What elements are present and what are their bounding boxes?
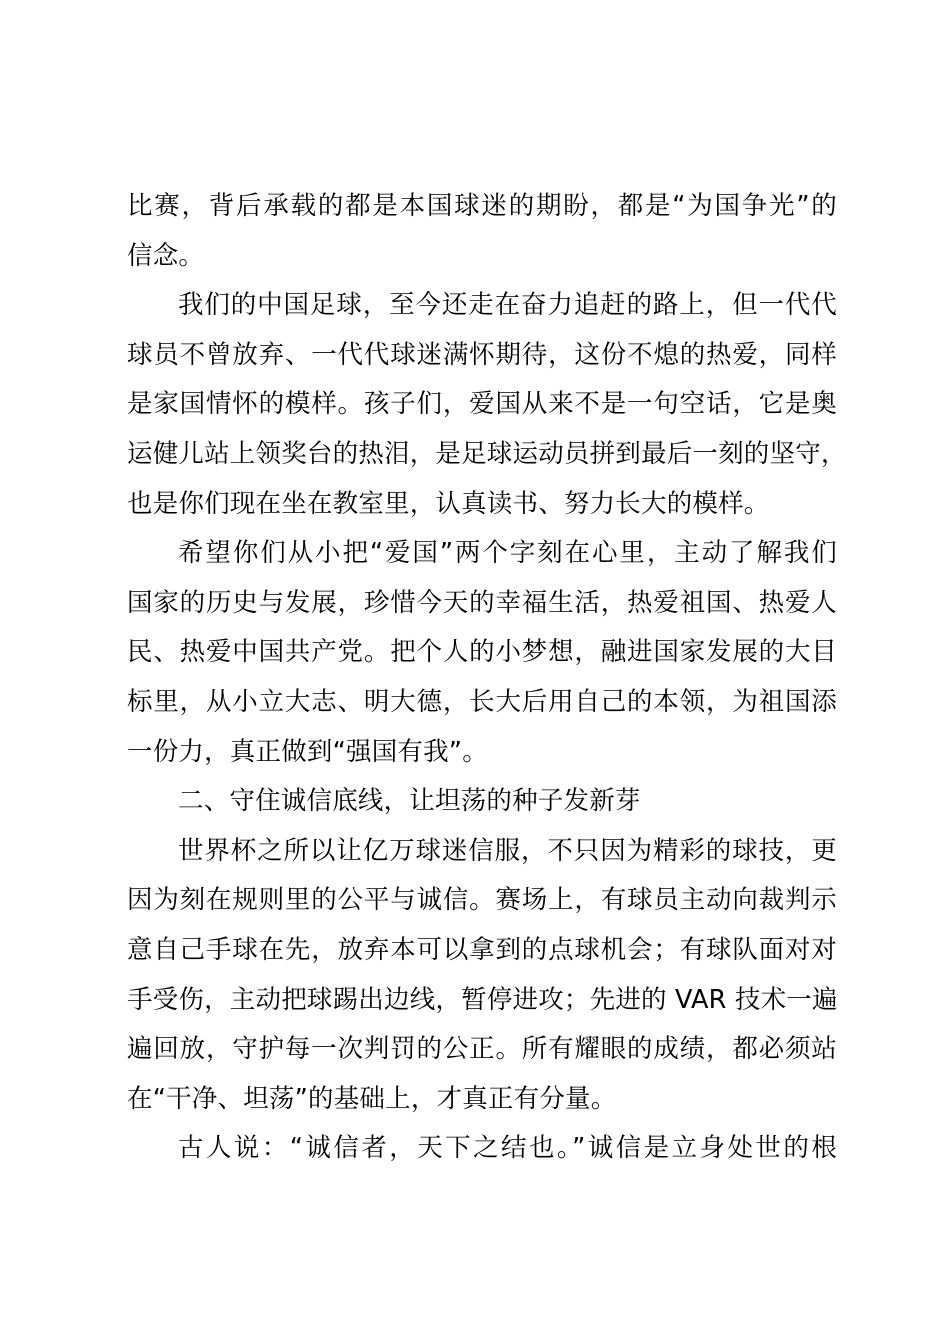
text-line: 民、热爱中国共产党。把个人的小梦想，融进国家发展的大目 — [127, 637, 837, 668]
text-line: 手受伤，主动把球踢出边线，暂停进攻；先进的 VAR 技术一遍 — [127, 984, 838, 1015]
paragraph-start-line: 我们的中国足球，至今还走在奋力追赶的路上，但一代代 — [178, 290, 837, 321]
text-line: 因为刻在规则里的公平与诚信。赛场上，有球员主动向裁判示 — [127, 885, 837, 916]
document-body — [127, 182, 847, 1174]
text-line: 信念。 — [127, 240, 205, 271]
text-line: 标里，从小立大志、明大德，长大后用自己的本领，为祖国添 — [127, 686, 837, 717]
section-heading: 二、守住诚信底线，让坦荡的种子发新芽 — [178, 786, 641, 817]
text-line: 比赛，背后承载的都是本国球迷的期盼，都是“为国争光”的 — [127, 191, 837, 221]
text-line: 在“干净、坦荡”的基础上，才真正有分量。 — [127, 1083, 617, 1114]
paragraph-start-line: 古人说：“诚信者，天下之结也。”诚信是立身处世的根 — [178, 1133, 837, 1164]
text-line: 也是你们现在坐在教室里，认真读书、努力长大的模样。 — [127, 488, 770, 519]
paragraph-start-line: 世界杯之所以让亿万球迷信服，不只因为精彩的球技，更 — [178, 835, 837, 866]
paragraph-start-line: 希望你们从小把“爱国”两个字刻在心里，主动了解我们 — [178, 538, 837, 569]
text-line: 球员不曾放弃、一代代球迷满怀期待，这份不熄的热爱，同样 — [127, 339, 837, 370]
text-line: 意自己手球在先，放弃本可以拿到的点球机会；有球队面对对 — [127, 934, 837, 965]
text-line: 国家的历史与发展，珍惜今天的幸福生活，热爱祖国、热爱人 — [127, 587, 837, 618]
text-line: 是家国情怀的模样。孩子们，爱国从来不是一句空话，它是奥 — [127, 389, 837, 420]
text-line: 遍回放，守护每一次判罚的公正。所有耀眼的成绩，都必须站 — [127, 1034, 837, 1065]
text-line: 运健儿站上领奖台的热泪，是足球运动员拼到最后一刻的坚守， — [127, 438, 847, 469]
text-line: 一份力，真正做到“强国有我”。 — [127, 736, 488, 767]
